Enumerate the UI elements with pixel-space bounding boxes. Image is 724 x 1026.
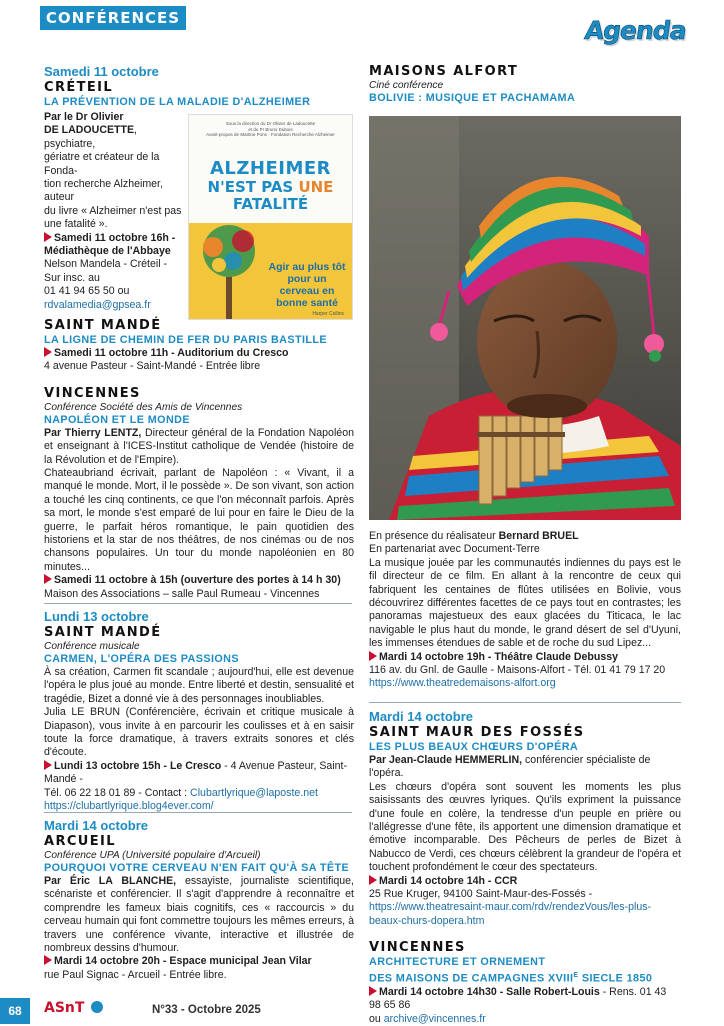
superscript: E [573,972,579,980]
event-description: essayiste, journaliste scientifique, scénariste et conférencier. Il s'agit d'apprendre à reconnaître et comprendre les fameux biais cognitifs, ces « raccourcis » du cerveau humain qui font commettre toujours les mêmes erreurs, à travers une conférence vivante, interactive et illustrée de nombreux dessins d'humour. [44,875,354,955]
event-title-line2 [369,969,681,986]
event-address: rue Paul Signac - Arcueil - Entrée libre. [44,968,227,981]
event-title: LES PLUS BEAUX CHŒURS D'OPÉRA [369,741,579,753]
issue-number: N°33 - Octobre 2025 [152,1004,261,1016]
event-city: MAISONS ALFORT [369,64,519,79]
book-title-part: N'EST PAS [207,177,299,196]
magazine-logo [44,1000,122,1020]
speaker: Par le Dr Olivier [44,111,124,123]
website-link[interactable]: https://www.theatredemaisons-alfort.org [369,677,556,690]
publisher-logo: Harper Collins [312,311,344,317]
event-when: Samedi 11 octobre 11h - Auditorium du Cresco [44,347,354,360]
book-title-line2 [189,179,352,196]
event-when: Samedi 11 octobre à 15h (ouverture des portes à 14 h 30) [44,574,354,587]
event-when: Mardi 14 octobre 14h - CCR [369,875,681,888]
event-partner: En partenariat avec Document-Terre [369,543,540,556]
email-link[interactable]: archive@vincennes.fr [383,1012,486,1025]
book-title-line3: FATALITÉ [232,194,309,213]
event-type: Ciné conférence [369,80,444,91]
left-column-last [44,818,354,982]
book-tagline: Agir au plus tôt pour un cerveau en bonne santé [268,261,346,309]
email-link[interactable]: Clubartlyrique@laposte.net [190,786,318,799]
event-when: Samedi 11 octobre 16h - [44,232,186,245]
event-date: Mardi 14 octobre [44,818,149,833]
event-when: Mardi 14 octobre 14h30 - Salle Robert-Louis [369,986,600,998]
speaker-desc: tion recherche Alzheimer, auteur [44,178,163,204]
event-title: NAPOLÉON ET LE MONDE [44,413,190,426]
speaker-name: Par Éric LA BLANCHE, [44,875,177,887]
speaker-desc: , psychiatre, [44,124,137,150]
event-when: Mardi 14 octobre 19h - Théâtre Claude Debussy [369,651,681,664]
event-description: Directeur général de la Fondation Napoléon et enseignant à l'ICES-Institut catholique de Vendée (histoire de la Révolution et de l'Empire). [44,426,354,466]
musician-photo [369,116,681,520]
event-city: VINCENNES [44,385,141,401]
event-city: SAINT MANDÉ [44,318,162,333]
speaker-desc: du livre « Alzheimer n'est pas [44,204,182,217]
event-city: ARCUEIL [44,834,116,849]
event-title: LA LIGNE DE CHEMIN DE FER DU PARIS BASTILLE [44,334,327,346]
event-body [44,111,186,312]
speaker-name: Par Thierry LENTZ, [44,426,142,439]
event-type: Conférence Société des Amis de Vincennes [44,401,243,413]
divider [44,603,352,604]
right-column-lower [369,709,681,1026]
director-name: Bernard BRUEL [498,530,579,542]
book-cover-image [188,114,353,320]
speaker-desc: conférencier spécialiste de l'opéra. [369,754,651,780]
event-when: Mardi 14 octobre 20h - Espace municipal Jean Vilar [44,955,354,968]
event-address: Sur insc. au [44,271,100,284]
conjunction: ou [369,1012,384,1025]
email-link[interactable]: rdvalamedia@gpsea.fr [44,298,151,311]
event-description: La musique jouée par les communautés indiennes du pays est le fil directeur de ce film. En allant à la rencontre de ceux qui fabriquent les centaines de flûtes utilisées en Bolivie, vous découvrirez différentes facettes de ce pays tout en contrastes; les panoramas majestueux des eaux glacées du Titicaca, le lac navigable le plus haut du monde, le grand désert de sel d'Uyuni, les immenses étendues de sable et de roche du sud Lipez... [369,556,681,650]
event-venue: Médiathèque de l'Abbaye [44,245,171,258]
event-when: Lundi 13 octobre 15h - Le Cresco [44,760,221,772]
right-column [369,64,681,105]
speaker-desc: une fatalité ». [44,218,108,231]
event-phone: - Rens. 01 43 98 65 86 [369,985,667,1012]
event-type: Conférence musicale [44,641,140,652]
event-description: Julia LE BRUN (Conférencière, écrivain et critique musicale à Diapason), vous invite à en parcourir les coulisses et à en saisir toute la force dramatique, à travers extraits sonores et clés d'écoute. [44,706,354,759]
section-title: CONFÉRENCES [40,6,186,30]
event-phone: 01 41 94 65 50 ou [44,285,130,298]
book-author-line: Avant-propos de Martine Pons · Fondation Recherche Alzheimer [206,132,335,137]
event-city: SAINT MAUR DES FOSSÉS [369,725,585,740]
event-phone: Tél. 06 22 18 01 89 - Contact : [44,786,191,799]
event-date: Samedi 11 octobre [44,64,159,79]
website-link[interactable]: https://www.theatresaint-maur.com/rdv/rendezVous/les-plus-beaux-churs-dopera.htm [369,901,652,927]
speaker-desc: gériatre et créateur de la Fonda- [44,151,160,177]
event-date: Lundi 13 octobre [44,609,149,624]
book-authors [189,121,352,138]
event-title: POURQUOI VOTRE CERVEAU N'EN FAIT QU'À SA TÊTE [44,862,350,874]
book-title-part: UNE [298,177,334,196]
event-address: Maison des Associations – salle Paul Rumeau - Vincennes [44,587,320,600]
left-column-bottom [44,609,354,813]
event-description: Les chœurs d'opéra sont souvent les moments les plus saisissants des œuvres lyriques. Qu'ils expriment la puissance d'une foule en colère, la tendresse d'un peuple en prière ou l'allégresse d'une fête, ils apportent une dimension dramatique et émotive incomparable. Des Pêcheurs de perles de Bizet à Nabucco de Verdi, ces chœurs célèbrent la grandeur de l'opéra et touchent profondément le cœur des spectateurs. [369,780,681,874]
event-address: 116 av. du Gnl. de Gaulle - Maisons-Alfort - Tél. 01 41 79 17 20 [369,664,666,677]
event-address: Nelson Mandela - Créteil - [44,258,168,271]
book-title: ALZHEIMER [209,157,332,179]
agenda-logo [583,16,688,45]
divider [44,812,352,813]
event-title: LA PRÉVENTION DE LA MALADIE D'ALZHEIMER [44,96,311,108]
event-date: Mardi 14 octobre [369,709,474,724]
tree-illustration [195,219,265,319]
event-city: VINCENNES [369,940,466,956]
speaker-name: DE LADOUCETTE [44,124,135,137]
event-address: 25 Rue Kruger, 94100 Saint-Maur-des-Fossés - [369,888,593,901]
divider [369,702,681,703]
event-address: 4 avenue Pasteur - Saint-Mandé - Entrée libre [44,360,261,373]
agenda-text: Agenda [583,16,689,45]
page-number: 68 [0,998,30,1024]
event-city: SAINT MANDÉ [44,625,162,640]
event-city: CRÉTEIL [44,80,114,95]
event-title-part: SIECLE 1850 [578,972,653,985]
speaker-name: Par Jean-Claude HEMMERLIN, [369,754,523,766]
right-column-text [369,530,681,691]
left-column-lower [44,318,354,601]
book-author-line: et du Pr Bruno Dubois [248,126,293,132]
book-author-line: Sous la direction du Dr Olivier de Ladoucette [225,121,316,126]
event-title-part: DES MAISONS DE CAMPAGNES XVIII [369,972,574,985]
event-title: BOLIVIE : MUSIQUE ET PACHAMAMA [369,92,576,104]
logo-circle-icon [91,1001,103,1013]
website-link[interactable]: https://clubartlyrique.blog4ever.com/ [44,800,214,813]
event-description: À sa création, Carmen fit scandale ; aujourd'hui, elle est devenue l'opéra le plus joué au monde. Entre liberté et destin, sensualité et tragédie, Bizet a donné vie à des personnages inoubliables. [44,666,354,705]
event-title: ARCHITECTURE ET ORNEMENT [369,956,546,969]
event-address: - 4 Avenue Pasteur, Saint-Mandé - [44,759,348,786]
event-description: Chateaubriand écrivait, parlant de Napoléon : « Vivant, il a manqué le monde. Mort, il le possède ». De son vivant, son action a touché les cinq continents, ce que l'on méconnaît parfois. Après sa mort, le monde s'est emparé de lui pour en faire le Dieu de la guerre, le parfait héros romantique, le pain quotidien des historiens et la star de nos théâtres, de nos cinémas ou de nos chansons populaires. Un tour du monde napoléonien en 80 minutes... [44,467,354,573]
event-type: Conférence UPA (Université populaire d'Arcueil) [44,850,261,861]
musician-illustration [369,116,681,520]
event-title: CARMEN, L'OPÉRA DES PASSIONS [44,653,239,665]
logo-text: ASnT [44,1000,85,1016]
event-guest-label: En présence du réalisateur [369,530,499,542]
